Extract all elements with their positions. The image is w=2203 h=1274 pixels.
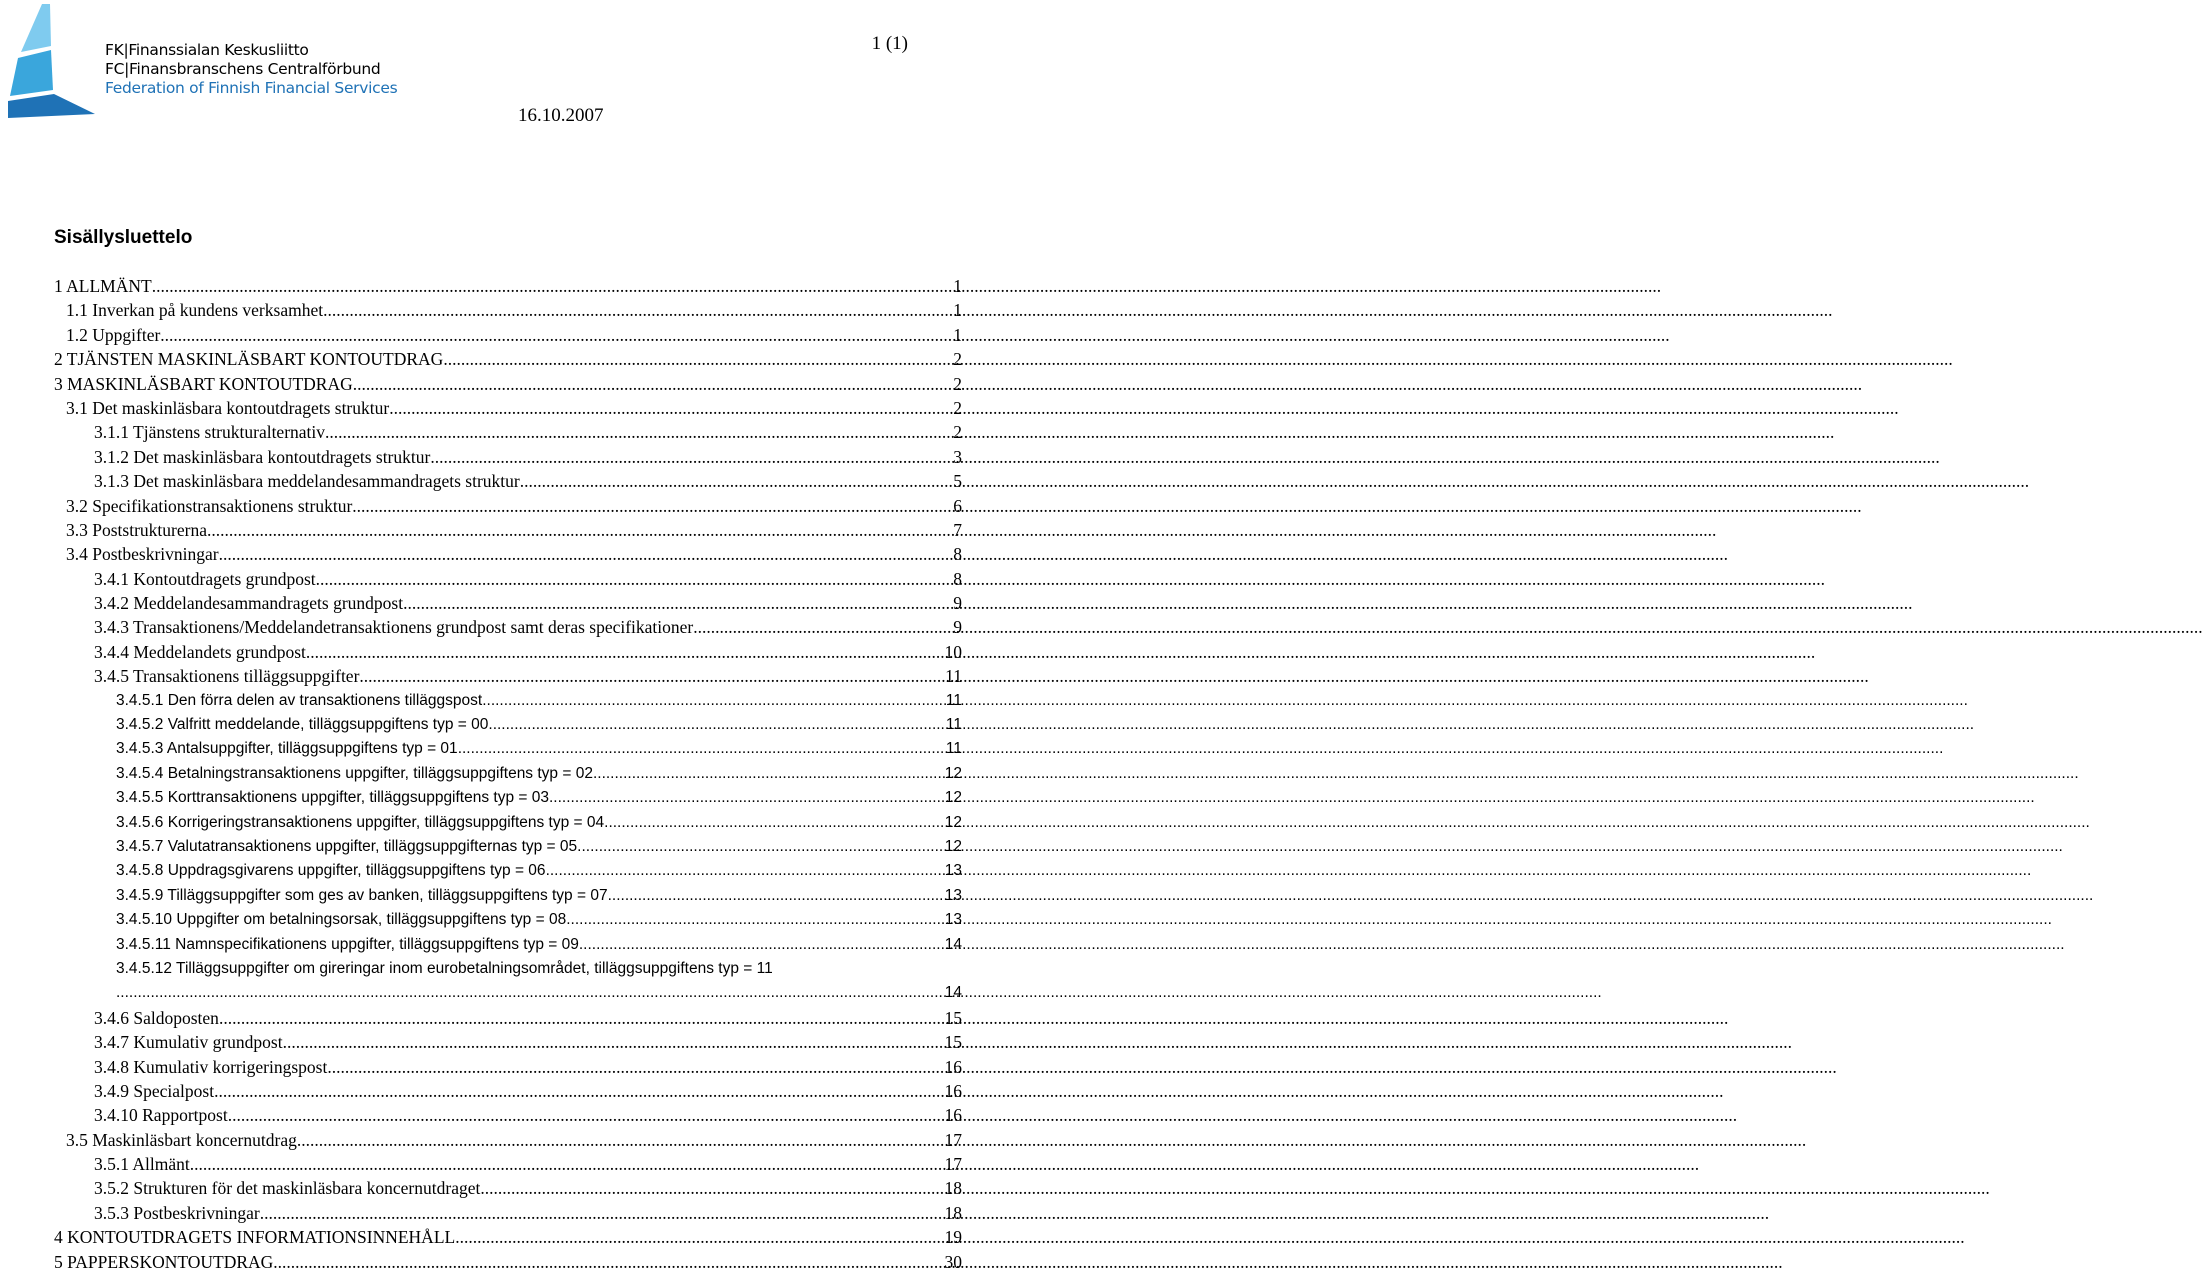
- org-name-english: Federation of Finnish Financial Services: [105, 79, 398, 97]
- toc-entry-page: 16: [944, 1056, 962, 1077]
- toc-leader: [455, 1225, 940, 1249]
- toc-entry-label: 3 MASKINLÄSBART KONTOUTDRAG: [54, 373, 353, 394]
- toc-entry[interactable]: [0, 713, 962, 737]
- toc-entry-page: 14: [944, 984, 962, 1002]
- toc-entry-page: 5: [953, 471, 962, 492]
- toc-entry[interactable]: [0, 1225, 962, 1249]
- toc-entry-label: 3.4.5.12 Tilläggsuppgifter om gireringar inom eurobetalningsområdet, tilläggsuppgiftens typ = 11: [116, 959, 773, 977]
- toc-entry-label: 1 ALLMÄNT: [54, 276, 152, 296]
- toc-entry[interactable]: [0, 1250, 962, 1274]
- toc-entry-page: 12: [944, 837, 962, 855]
- toc-entry-label: 3.4.5 Transaktionens tilläggsuppgifter: [94, 666, 360, 687]
- toc-entry-page: 9: [953, 617, 962, 638]
- toc-entry-page: 16: [944, 1105, 962, 1126]
- toc-leader: [482, 689, 942, 713]
- toc-leader: [480, 1176, 940, 1200]
- org-name-swedish: FC|Finansbranschens Centralförbund: [105, 60, 381, 78]
- toc-entry-page: 30: [944, 1251, 962, 1272]
- toc-entry-label: 1.1 Inverkan på kundens verksamhet: [66, 300, 324, 321]
- toc-entry[interactable]: [0, 323, 962, 347]
- toc-entry-label: 3.1.1 Tjänstens strukturalternativ: [94, 422, 326, 443]
- toc-entry-page: 17: [944, 1154, 962, 1175]
- toc-entry-page: 1: [953, 324, 962, 345]
- toc-entry-label: 3.4.3 Transaktionens/Meddelandetransaktionens grundpost samt deras specifikationer: [94, 617, 694, 638]
- toc-leader: [190, 1152, 941, 1176]
- toc-leader: [593, 762, 941, 786]
- toc-entry[interactable]: [0, 737, 962, 761]
- toc-entry[interactable]: [0, 1152, 962, 1176]
- toc-leader: [488, 713, 942, 737]
- toc-leader: [520, 469, 950, 493]
- toc-leader: [458, 737, 942, 761]
- logo-shape-bottom: [8, 94, 95, 118]
- toc-title: Sisällysluettelo: [54, 227, 193, 248]
- toc-entry[interactable]: [0, 762, 962, 786]
- toc-leader: [316, 567, 950, 591]
- federation-logo: [5, 4, 95, 118]
- toc-entry[interactable]: [0, 542, 962, 566]
- toc-entry[interactable]: [0, 1030, 962, 1054]
- toc-entry-label: 3.2 Specifikationstransaktionens struktur: [66, 495, 353, 516]
- toc-entry-page: 16: [944, 1080, 962, 1101]
- toc-entry-page: 12: [944, 789, 962, 807]
- toc-entry-label: 3.4.10 Rapportpost: [94, 1105, 228, 1126]
- toc-entry-label: 3.4.5.2 Valfritt meddelande, tilläggsuppgiftens typ = 00: [116, 716, 489, 734]
- toc-leader: [608, 884, 941, 908]
- toc-leader: [260, 1201, 941, 1225]
- toc-entry[interactable]: [0, 884, 962, 908]
- toc-leader: [273, 1250, 940, 1274]
- toc-entry-page: 15: [944, 1032, 962, 1053]
- toc-leader: [579, 933, 941, 957]
- toc-entry[interactable]: [0, 640, 962, 664]
- toc-entry-label: 3.4.5.1 Den förra delen av transaktionens tilläggspost: [116, 691, 483, 709]
- toc-entry-page: 11: [945, 740, 962, 758]
- toc-leader: [352, 494, 949, 518]
- toc-entry[interactable]: [0, 372, 962, 396]
- toc-entry[interactable]: [0, 835, 962, 859]
- toc-entry[interactable]: [0, 494, 962, 518]
- toc-entry-label: 3.4.5.5 Korttransaktionens uppgifter, tilläggsuppgiftens typ = 03: [116, 789, 549, 807]
- toc-entry[interactable]: [0, 1128, 962, 1152]
- toc-entry-page: 12: [944, 764, 962, 782]
- toc-entry-page: 14: [944, 935, 962, 953]
- toc-entry-label: 3.4.5.4 Betalningstransaktionens uppgifter, tilläggsuppgiftens typ = 02: [116, 764, 593, 782]
- toc-entry-label: 3.4.5.9 Tilläggsuppgifter som ges av banken, tilläggsuppgiftens typ = 07: [116, 886, 608, 904]
- toc-entry-page: 11: [945, 691, 962, 709]
- toc-leader: [353, 372, 950, 396]
- toc-entry-page: 8: [953, 544, 962, 565]
- toc-entry-label: 3.4.5.3 Antalsuppgifter, tilläggsuppgiftens typ = 01: [116, 740, 458, 758]
- toc-leader: [327, 1055, 940, 1079]
- toc-entry-label: 4 KONTOUTDRAGETS INFORMATIONSINNEHÅLL: [54, 1227, 456, 1248]
- toc-entry-page: 13: [944, 911, 962, 929]
- toc-leader: [693, 615, 949, 639]
- toc-entry[interactable]: [0, 615, 962, 639]
- toc-leader: [359, 664, 941, 688]
- toc-entry-page: 9: [953, 593, 962, 614]
- toc-entry[interactable]: [0, 591, 962, 615]
- toc-entry-label: 2 TJÄNSTEN MASKINLÄSBART KONTOUTDRAG: [54, 349, 444, 370]
- toc-leader: [325, 420, 949, 444]
- toc-leader: [306, 640, 941, 664]
- toc-entry-label: 3.5.3 Postbeskrivningar: [94, 1202, 260, 1223]
- toc-entry[interactable]: [0, 1103, 962, 1127]
- toc-leader: [604, 811, 941, 835]
- toc-entry-page: 1: [953, 300, 962, 321]
- toc-entry-page: 19: [944, 1227, 962, 1248]
- toc-entry-page: 1: [953, 276, 962, 296]
- toc-entry-label: 3.4.5.6 Korrigeringstransaktionens uppgifter, tilläggsuppgiftens typ = 04: [116, 813, 605, 831]
- toc-entry-label: 3.4.7 Kumulativ grundpost: [94, 1032, 283, 1053]
- toc-entry-page: 2: [953, 349, 962, 370]
- toc-entry-page: 11: [945, 666, 962, 687]
- logo-shape-middle: [10, 50, 53, 96]
- toc-entry-label: 3.4.6 Saldoposten: [94, 1007, 219, 1028]
- toc-entry-label: 3.4.4 Meddelandets grundpost: [94, 641, 306, 662]
- toc-leader: [160, 323, 949, 347]
- toc-leader: [389, 396, 949, 420]
- toc-entry-label: 3.4.5.8 Uppdragsgivarens uppgifter, tilläggsuppgiftens typ = 06: [116, 862, 546, 880]
- toc-entry-page: 15: [944, 1007, 962, 1028]
- toc-entry-page: 11: [945, 716, 962, 734]
- toc-leader: [214, 1079, 940, 1103]
- toc-entry-page: 10: [944, 641, 962, 662]
- toc-entry-label: 3.4.5.10 Uppgifter om betalningsorsak, tilläggsuppgiftens typ = 08: [116, 911, 567, 929]
- toc-leader: [283, 1030, 941, 1054]
- toc-entry-label: 3.5 Maskinläsbart koncernutdrag: [66, 1129, 297, 1150]
- toc-entry[interactable]: [0, 274, 962, 298]
- toc-entry-page: 2: [953, 422, 962, 443]
- toc-leader: [430, 445, 949, 469]
- toc-entry-label: 3.1.3 Det maskinläsbara meddelandesammandragets struktur: [94, 471, 520, 492]
- toc-entry-page: 13: [944, 886, 962, 904]
- toc-entry-label: 3.3 Poststrukturerna: [66, 519, 207, 540]
- toc-entry-page: 13: [944, 862, 962, 880]
- toc-entry-label: 3.4.5.7 Valutatransaktionens uppgifter, tilläggsuppgifternas typ = 05: [116, 837, 578, 855]
- toc-entry-page: 18: [944, 1178, 962, 1199]
- toc-entry-page: 3: [953, 446, 962, 467]
- toc-entry[interactable]: [0, 664, 962, 688]
- toc-entry[interactable]: [0, 786, 962, 810]
- toc-entry-label: 5 PAPPERSKONTOUTDRAG: [54, 1251, 274, 1272]
- toc-entry[interactable]: [0, 957, 962, 1006]
- toc-entry-page: 8: [953, 568, 962, 589]
- toc-leader: [219, 542, 950, 566]
- toc-leader: [549, 786, 941, 810]
- toc-entry-label: 3.4.8 Kumulativ korrigeringspost: [94, 1056, 328, 1077]
- toc-leader: [116, 981, 941, 1005]
- toc-entry[interactable]: [0, 1055, 962, 1079]
- toc-leader: [152, 274, 950, 298]
- toc-leader: [403, 591, 949, 615]
- toc-entry[interactable]: [0, 1006, 962, 1030]
- toc-entry[interactable]: [0, 567, 962, 591]
- toc-entry-page: 7: [953, 519, 962, 540]
- toc-entry-page: 2: [953, 373, 962, 394]
- toc-leader: [228, 1103, 941, 1127]
- toc-entry-label: 3.1.2 Det maskinläsbara kontoutdragets struktur: [94, 446, 431, 467]
- toc-entry[interactable]: [0, 347, 962, 371]
- toc-leader: [577, 835, 941, 859]
- document-date: 16.10.2007: [518, 105, 604, 126]
- toc-entry-label: 3.5.2 Strukturen för det maskinläsbara koncernutdraget: [94, 1178, 481, 1199]
- toc-entry-page: 17: [944, 1129, 962, 1150]
- page-number: 1 (1): [871, 33, 908, 54]
- toc-entry[interactable]: [0, 689, 962, 713]
- toc-leader: [207, 518, 949, 542]
- toc-leader: [297, 1128, 941, 1152]
- toc-entry[interactable]: [0, 1176, 962, 1200]
- organization-names: [105, 41, 397, 98]
- toc-entry[interactable]: [0, 420, 962, 444]
- toc-entry-label: 3.1 Det maskinläsbara kontoutdragets struktur: [66, 397, 390, 418]
- toc-entry[interactable]: [0, 908, 962, 932]
- toc-entry[interactable]: [0, 1079, 962, 1103]
- toc-entry-page: 2: [953, 397, 962, 418]
- toc-entry-label: 3.4.1 Kontoutdragets grundpost: [94, 568, 316, 589]
- toc-entry-label: 3.4.5.11 Namnspecifikationens uppgifter, tilläggsuppgiftens typ = 09: [116, 935, 579, 953]
- toc-entry-page: 18: [944, 1202, 962, 1223]
- toc-entry[interactable]: [0, 859, 962, 883]
- toc-entry-label: 3.5.1 Allmänt: [94, 1154, 190, 1175]
- toc-entry-page: 12: [944, 813, 962, 831]
- toc-entry[interactable]: [0, 933, 962, 957]
- toc-entry-label: 3.4.9 Specialpost: [94, 1080, 215, 1101]
- toc-leader: [323, 298, 949, 322]
- toc-leader: [219, 1006, 941, 1030]
- toc-entry[interactable]: [0, 1201, 962, 1225]
- table-of-contents: [0, 274, 962, 1274]
- org-name-finnish: FK|Finanssialan Keskusliitto: [105, 41, 309, 59]
- toc-entry-label: 1.2 Uppgifter: [66, 324, 161, 345]
- toc-entry-label: 3.4.2 Meddelandesammandragets grundpost: [94, 593, 404, 614]
- toc-entry[interactable]: [0, 811, 962, 835]
- toc-entry[interactable]: [0, 396, 962, 420]
- toc-entry[interactable]: [0, 469, 962, 493]
- toc-leader: [443, 347, 949, 371]
- toc-entry-page: 6: [953, 495, 962, 516]
- toc-entry[interactable]: [0, 518, 962, 542]
- toc-leader: [546, 859, 941, 883]
- logo-shape-top: [21, 4, 51, 52]
- toc-entry[interactable]: [0, 298, 962, 322]
- toc-entry-label: 3.4 Postbeskrivningar: [66, 544, 219, 565]
- toc-leader: [566, 908, 941, 932]
- toc-entry[interactable]: [0, 445, 962, 469]
